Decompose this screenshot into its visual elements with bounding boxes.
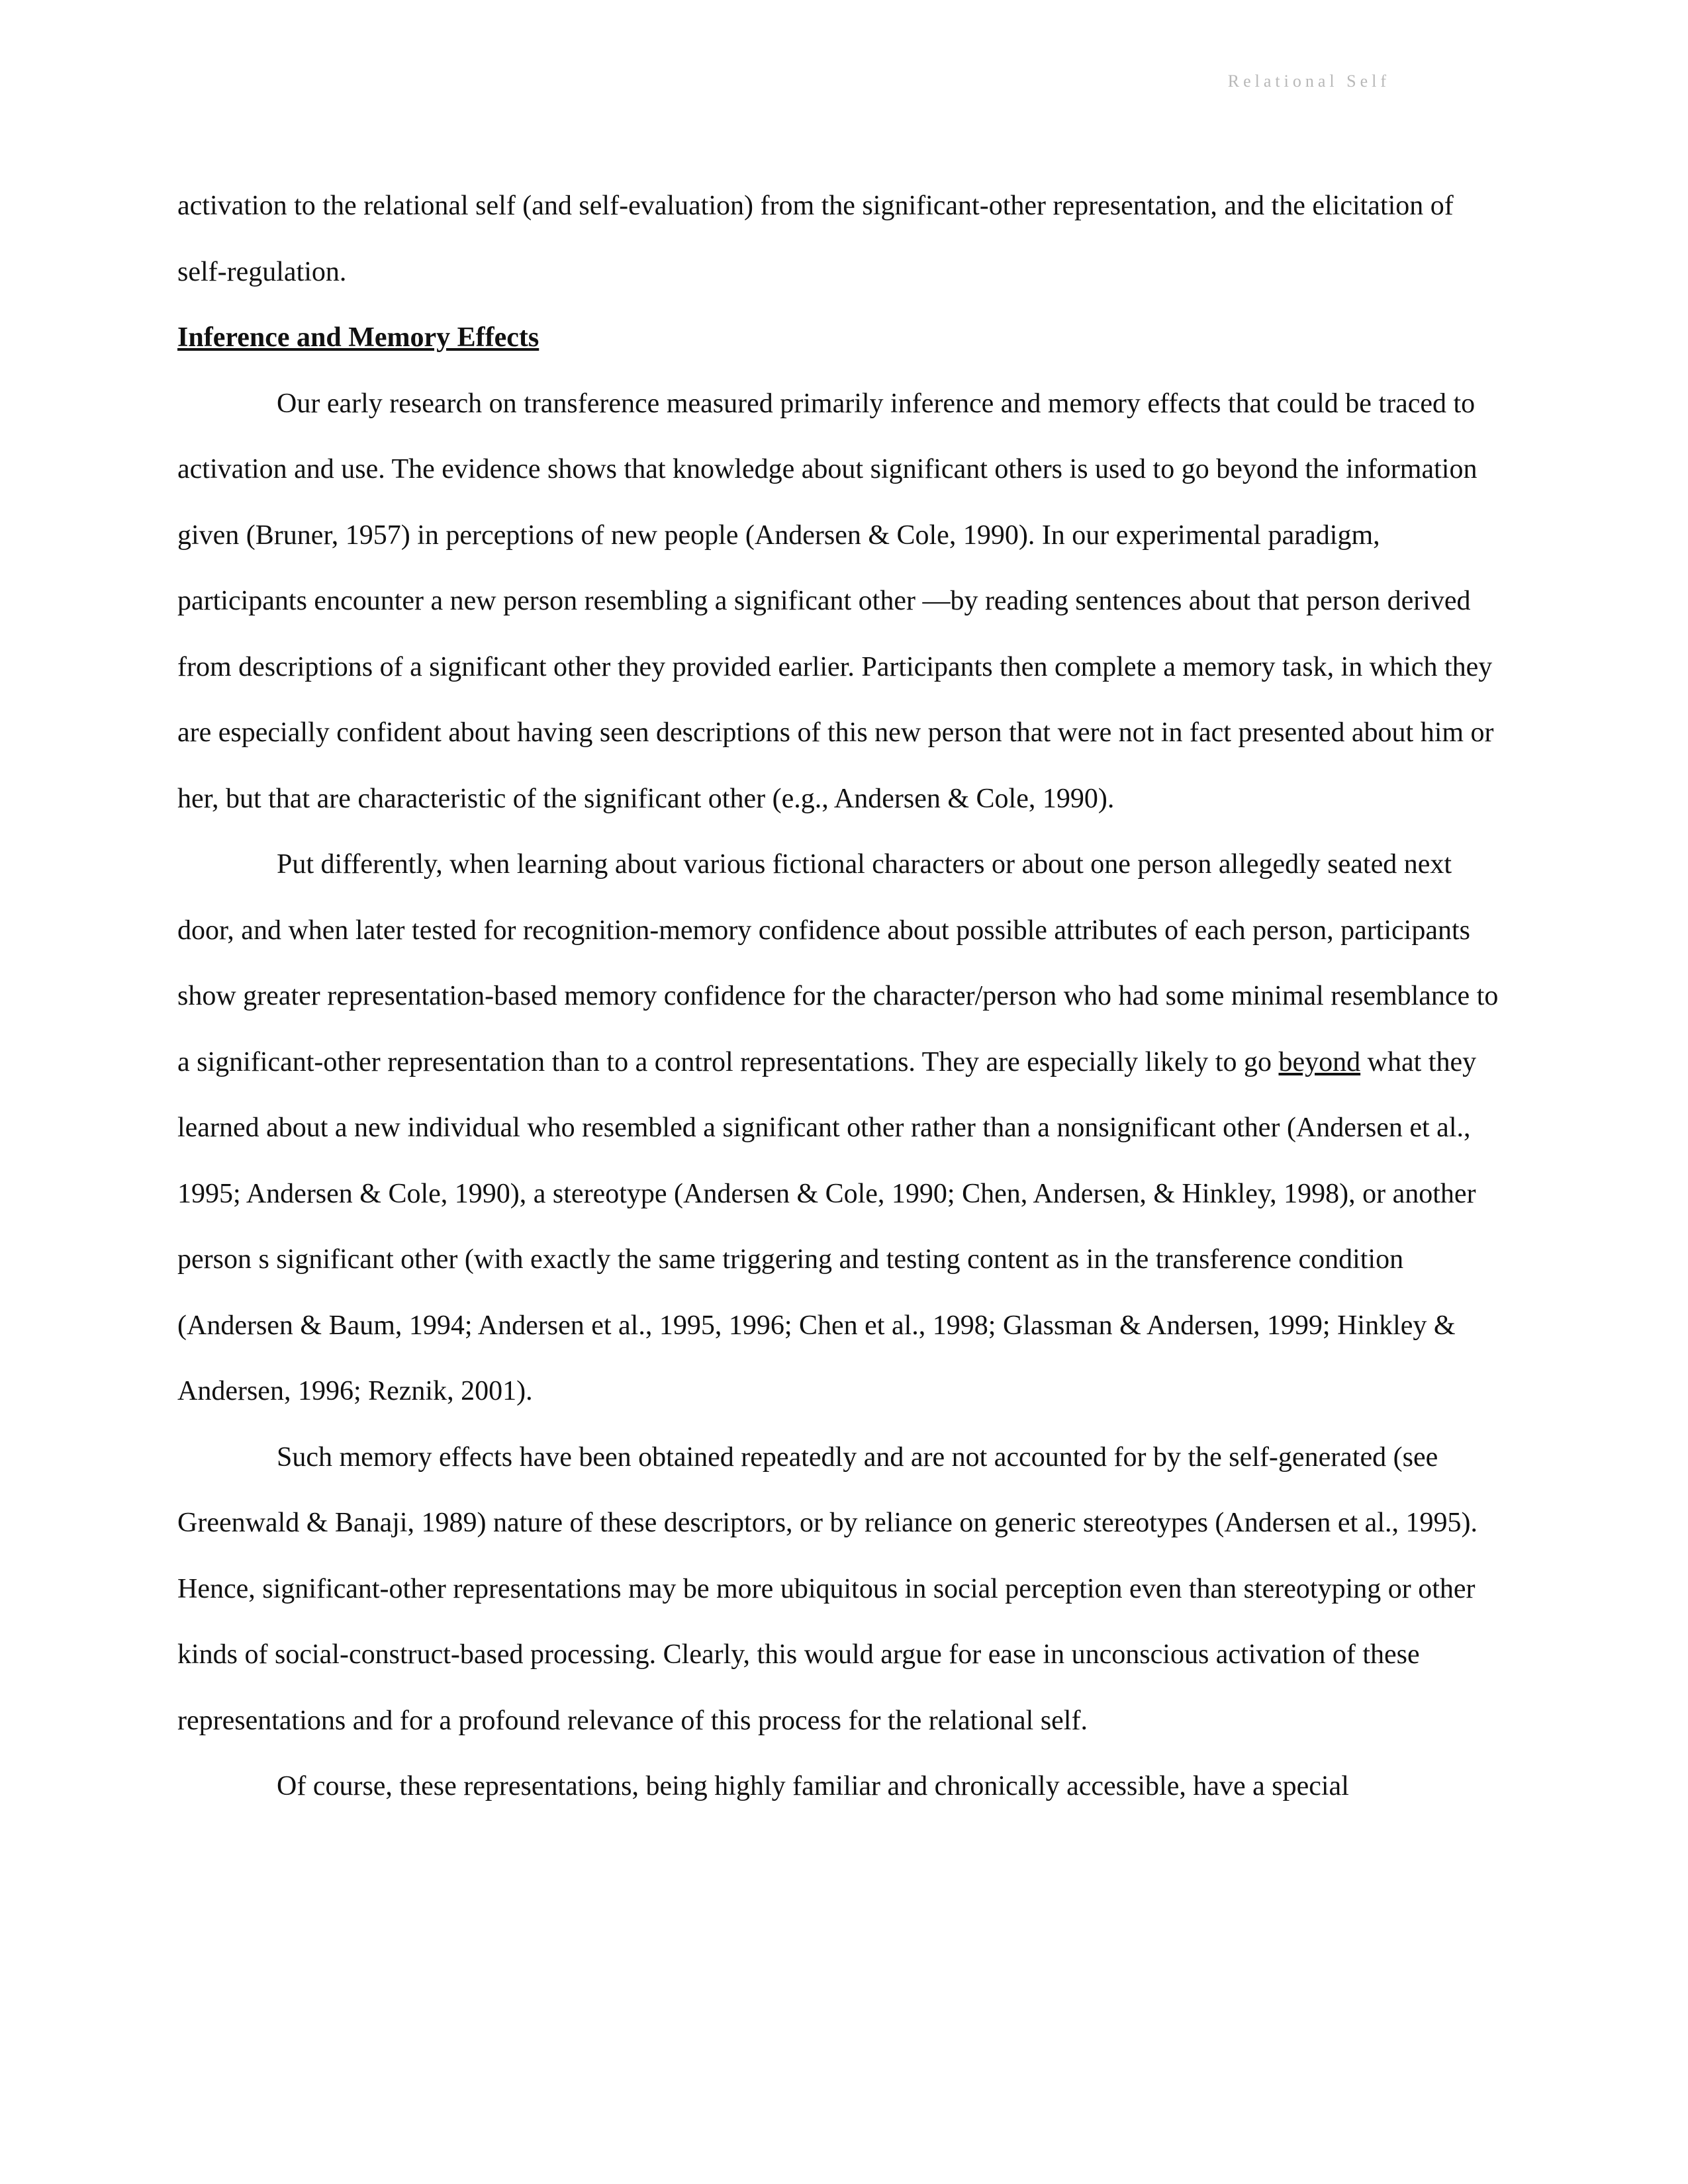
paragraph-2-part-b: what they learned about a new individual who resembled a significant other rather than a nonsignificant other (Andersen et al., 1995; Andersen & Cole, 1990), a stereotype (Andersen & Cole, 1990; Chen, Andersen, & Hinkley, 1998), or another person s significant other (with exactly the same triggering and testing content as in the transference condition (Andersen & Baum, 1994; Andersen et al., 1995, 1996; Chen et al., 1998; Glassman & Andersen, 1999; Hinkley & Andersen, 1996; Reznik, 2001). [177,1046,1477,1406]
paragraph-4: Of course, these representations, being highly familiar and chronically accessible, have a special [277,1771,1349,1801]
paragraph-2 [177,832,1508,1425]
paragraph-2-part-a: Put differently, when learning about various fictional characters or about one person allegedly seated next door, and when later tested for recognition-memory confidence about possible attributes of each person, participants show greater representation-based memory confidence for the character/person who had some minimal resemblance to a significant-other representation than to a control representations. They are especially likely to go [177,849,1499,1077]
underlined-word: beyond [1278,1046,1361,1077]
paragraph-continued: activation to the relational self (and self-evaluation) from the significant-other representation, and the elicitation of self-regulation. [177,191,1454,287]
section-heading: Inference and Memory Effects [177,322,539,353]
paragraph-3: Such memory effects have been obtained repeatedly and are not accounted for by the self-generated (see Greenwald & Banaji, 1989) nature of these descriptors, or by reliance on generic stereotypes (Andersen et al., 1995). Hence, significant-other representations may be more ubiquitous in social perception even than stereotyping or other kinds of social-construct-based processing. Clearly, this would argue for ease in unconscious activation of these representations and for a profound relevance of this process for the relational self. [177,1441,1477,1736]
running-head: Relational Self [1227,71,1390,87]
paragraph-1: Our early research on transference measured primarily inference and memory effects that could be traced to activation and use. The evidence shows that knowledge about significant others is used to go beyond the information given (Bruner, 1957) in perceptions of new people (Andersen & Cole, 1990). In our experimental paradigm, participants encounter a new person resembling a significant other —by reading sentences about that person derived from descriptions of a significant other they provided earlier. Participants then complete a memory task, in which they are especially confident about having seen descriptions of this new person that were not in fact presented about him or her, but that are characteristic of the significant other (e.g., Andersen & Cole, 1990). [177,388,1494,814]
body-text [177,173,1508,1820]
